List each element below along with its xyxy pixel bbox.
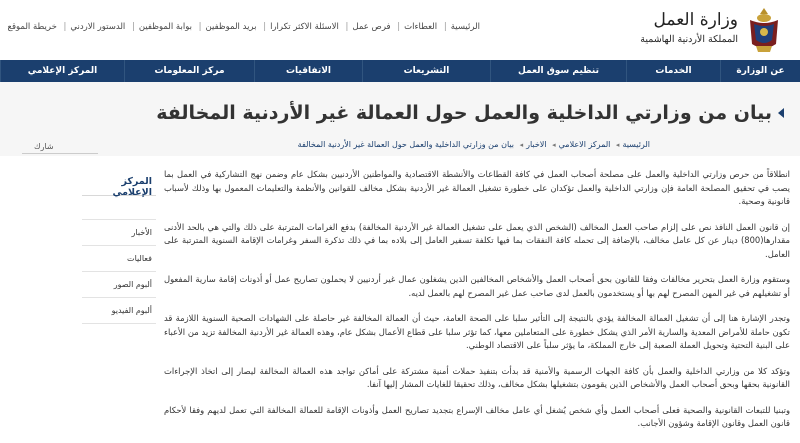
separator: | — [131, 22, 135, 32]
article-paragraph: وتجدر الإشارة هنا إلى أن تشغيل العمالة المخالفة يؤدي بالنتيجة إلى التأثير سلبا على الصحة العامة، حيث أن العمالة المخالفة غير حاصلة على الشهادات الصحية السنوية اللازمة قد تكون حاملة للأمراض المعدية والسارية الأمر الذي يشكل خطورة على المتعاملين معها، كما تؤثر سلبا على قطاع الأعمال بشكل عام، وهذه العمالة غير الأردنية المخالفة تزيد من الأعباء على البنية التحتية وتحويل العملة الصعبة إلى خارج المملكة، ما يؤثر سلباً على الاقتصاد الوطني. — [164, 313, 790, 350]
top-link-faq[interactable]: الاسئلة الاكثر تكرارا — [270, 22, 339, 32]
separator: | — [198, 22, 202, 32]
nav-item-services[interactable]: الخدمات — [626, 60, 720, 82]
sidebar-heading: المركز الإعلامي — [82, 176, 156, 196]
breadcrumb — [298, 140, 650, 149]
title-arrow-icon — [778, 108, 784, 118]
separator: | — [63, 22, 67, 32]
logo-title: وزارة العمل — [653, 10, 738, 30]
breadcrumb-current: بيان من وزارتي الداخلية والعمل حول العمالة غير الأردنية المخالفة — [297, 140, 515, 149]
nav-item-info-center[interactable]: مركز المعلومات — [124, 60, 254, 82]
page-title: بيان من وزارتي الداخلية والعمل حول العمالة غير الأردنية المخالفة — [156, 102, 772, 124]
logo-subtitle: المملكة الأردنية الهاشمية — [640, 34, 738, 45]
top-link-jobs[interactable]: فرص عمل — [352, 22, 391, 32]
breadcrumb-news[interactable]: الاخبار — [526, 140, 547, 149]
nav-item-legislation[interactable]: التشريعات — [362, 60, 490, 82]
top-link-constitution[interactable]: الدستور الاردني — [70, 22, 126, 32]
breadcrumb-separator-icon: ◂ — [552, 141, 556, 149]
top-link-sitemap[interactable]: خريطة الموقع — [7, 22, 57, 32]
sidebar-item-photo-album[interactable]: ألبوم الصور — [82, 272, 156, 298]
share-button[interactable]: شارك — [34, 142, 54, 151]
sidebar-item-video-album[interactable]: ألبوم الفيديو — [82, 298, 156, 324]
separator: | — [443, 22, 447, 32]
nav-item-media-center[interactable]: المركز الإعلامي — [0, 60, 124, 82]
breadcrumb-separator-icon: ◂ — [519, 141, 524, 149]
coat-of-arms-icon — [746, 6, 782, 54]
separator: | — [263, 22, 267, 32]
top-link-staff-portal[interactable]: بوابة الموظفين — [138, 22, 192, 32]
breadcrumb-media[interactable]: المركز الاعلامي — [558, 140, 611, 149]
top-header — [0, 0, 800, 60]
article-paragraph: وستقوم وزارة العمل بتحرير مخالفات وفقا للقانون بحق أصحاب العمل والأشخاص المخالفين الذين يشغلون عمال غير أردنيين لا يحملون تصاريح عمل أو أذونات إقامة سارية المفعول أو تشغيلهم في غير المهن المصرح لهم بها أو يستخدمون بالعمل لدى صاحب عمل غير المصرح لهم بالعمل لديه. — [164, 274, 790, 298]
top-links — [7, 22, 480, 32]
article-paragraph: وتؤكد كلا من وزارتي الداخلية والعمل بأن كافة الجهات الرسمية والأمنية قد بدأت بتنفيذ حملات أمنية مشتركة على أماكن تواجد هذه العمالة المخالفة ليصار إلى اتخاذ الإجراءات القانونية بحقها وبحق أصحاب العمل والأشخاص الذين يقومون بتشغيلها بشكل مخالف، وذلك تحقيقا للغايات المشار إليها آنفا. — [164, 365, 790, 389]
separator: | — [397, 22, 401, 32]
nav-item-labor-market[interactable]: تنظيم سوق العمل — [490, 60, 626, 82]
sidebar-item-events[interactable]: فعاليات — [82, 246, 156, 272]
nav-item-about[interactable]: عن الوزارة — [720, 60, 800, 82]
sidebar-item-news[interactable]: الأخبار — [82, 220, 156, 246]
breadcrumb-home[interactable]: الرئيسية — [622, 140, 650, 149]
separator: | — [345, 22, 349, 32]
top-link-staff-mail[interactable]: بريد الموظفين — [205, 22, 257, 32]
sidebar-spacer — [82, 196, 156, 220]
top-link-tenders[interactable]: العطاءات — [404, 22, 438, 32]
article-paragraph: وتبنيا للتبعات القانونية والصحية فعلى أصحاب العمل وأي شخص يُشغل أي عامل مخالف الإسراع بتجديد تصاريح العمل وأذونات الإقامة للعمالة المخالفة التي تعمل لديهم وفقا لأحكام قانون العمل وقانون الإقامة وشؤون الأجانب. — [164, 404, 790, 428]
breadcrumb-separator-icon: ◂ — [615, 141, 620, 149]
nav-item-agreements[interactable]: الاتفاقيات — [254, 60, 362, 82]
ministry-logo[interactable] — [617, 6, 782, 56]
article-paragraph: إن قانون العمل النافذ نص على إلزام صاحب العمل المخالف (الشخص الذي يعمل على تشغيل العمالة غير الأردنية المخالفة) بدفع الغرامات المترتبة على ذلك والتي هي بالحد الأدنى مقدارها(800) دينار عن كل عامل مخالف، بالإضافة إلى تحمله كافة النفقات بما فيها تكلفة تسفير العامل إلى بلاده بما في ذلك تذكرة السفر وغرامات الإقامة السنوية المترتبة على العامل. — [164, 221, 790, 259]
sidebar — [82, 176, 156, 324]
article-body — [164, 168, 790, 443]
top-link-home[interactable]: الرئيسية — [450, 22, 480, 32]
article-paragraph: انطلاقاً من حرص وزارتي الداخلية والعمل على مصلحة أصحاب العمل في كافة القطاعات والأنشطة الاقتصادية والمواطنين الأردنيين بشكل عام وضمن نهج التشاركية في العمل بما يصب في تحقيق المصلحة العامة فإن وزارتي الداخلية والعمل تؤكدان على خطورة تشغيل العمالة غير الأردنية بشكل مخالف للقوانين والأنظمة والتعليمات المعمول بها وذلك لأسباب قانونية وصحية. — [164, 169, 790, 206]
main-nav — [0, 60, 800, 82]
